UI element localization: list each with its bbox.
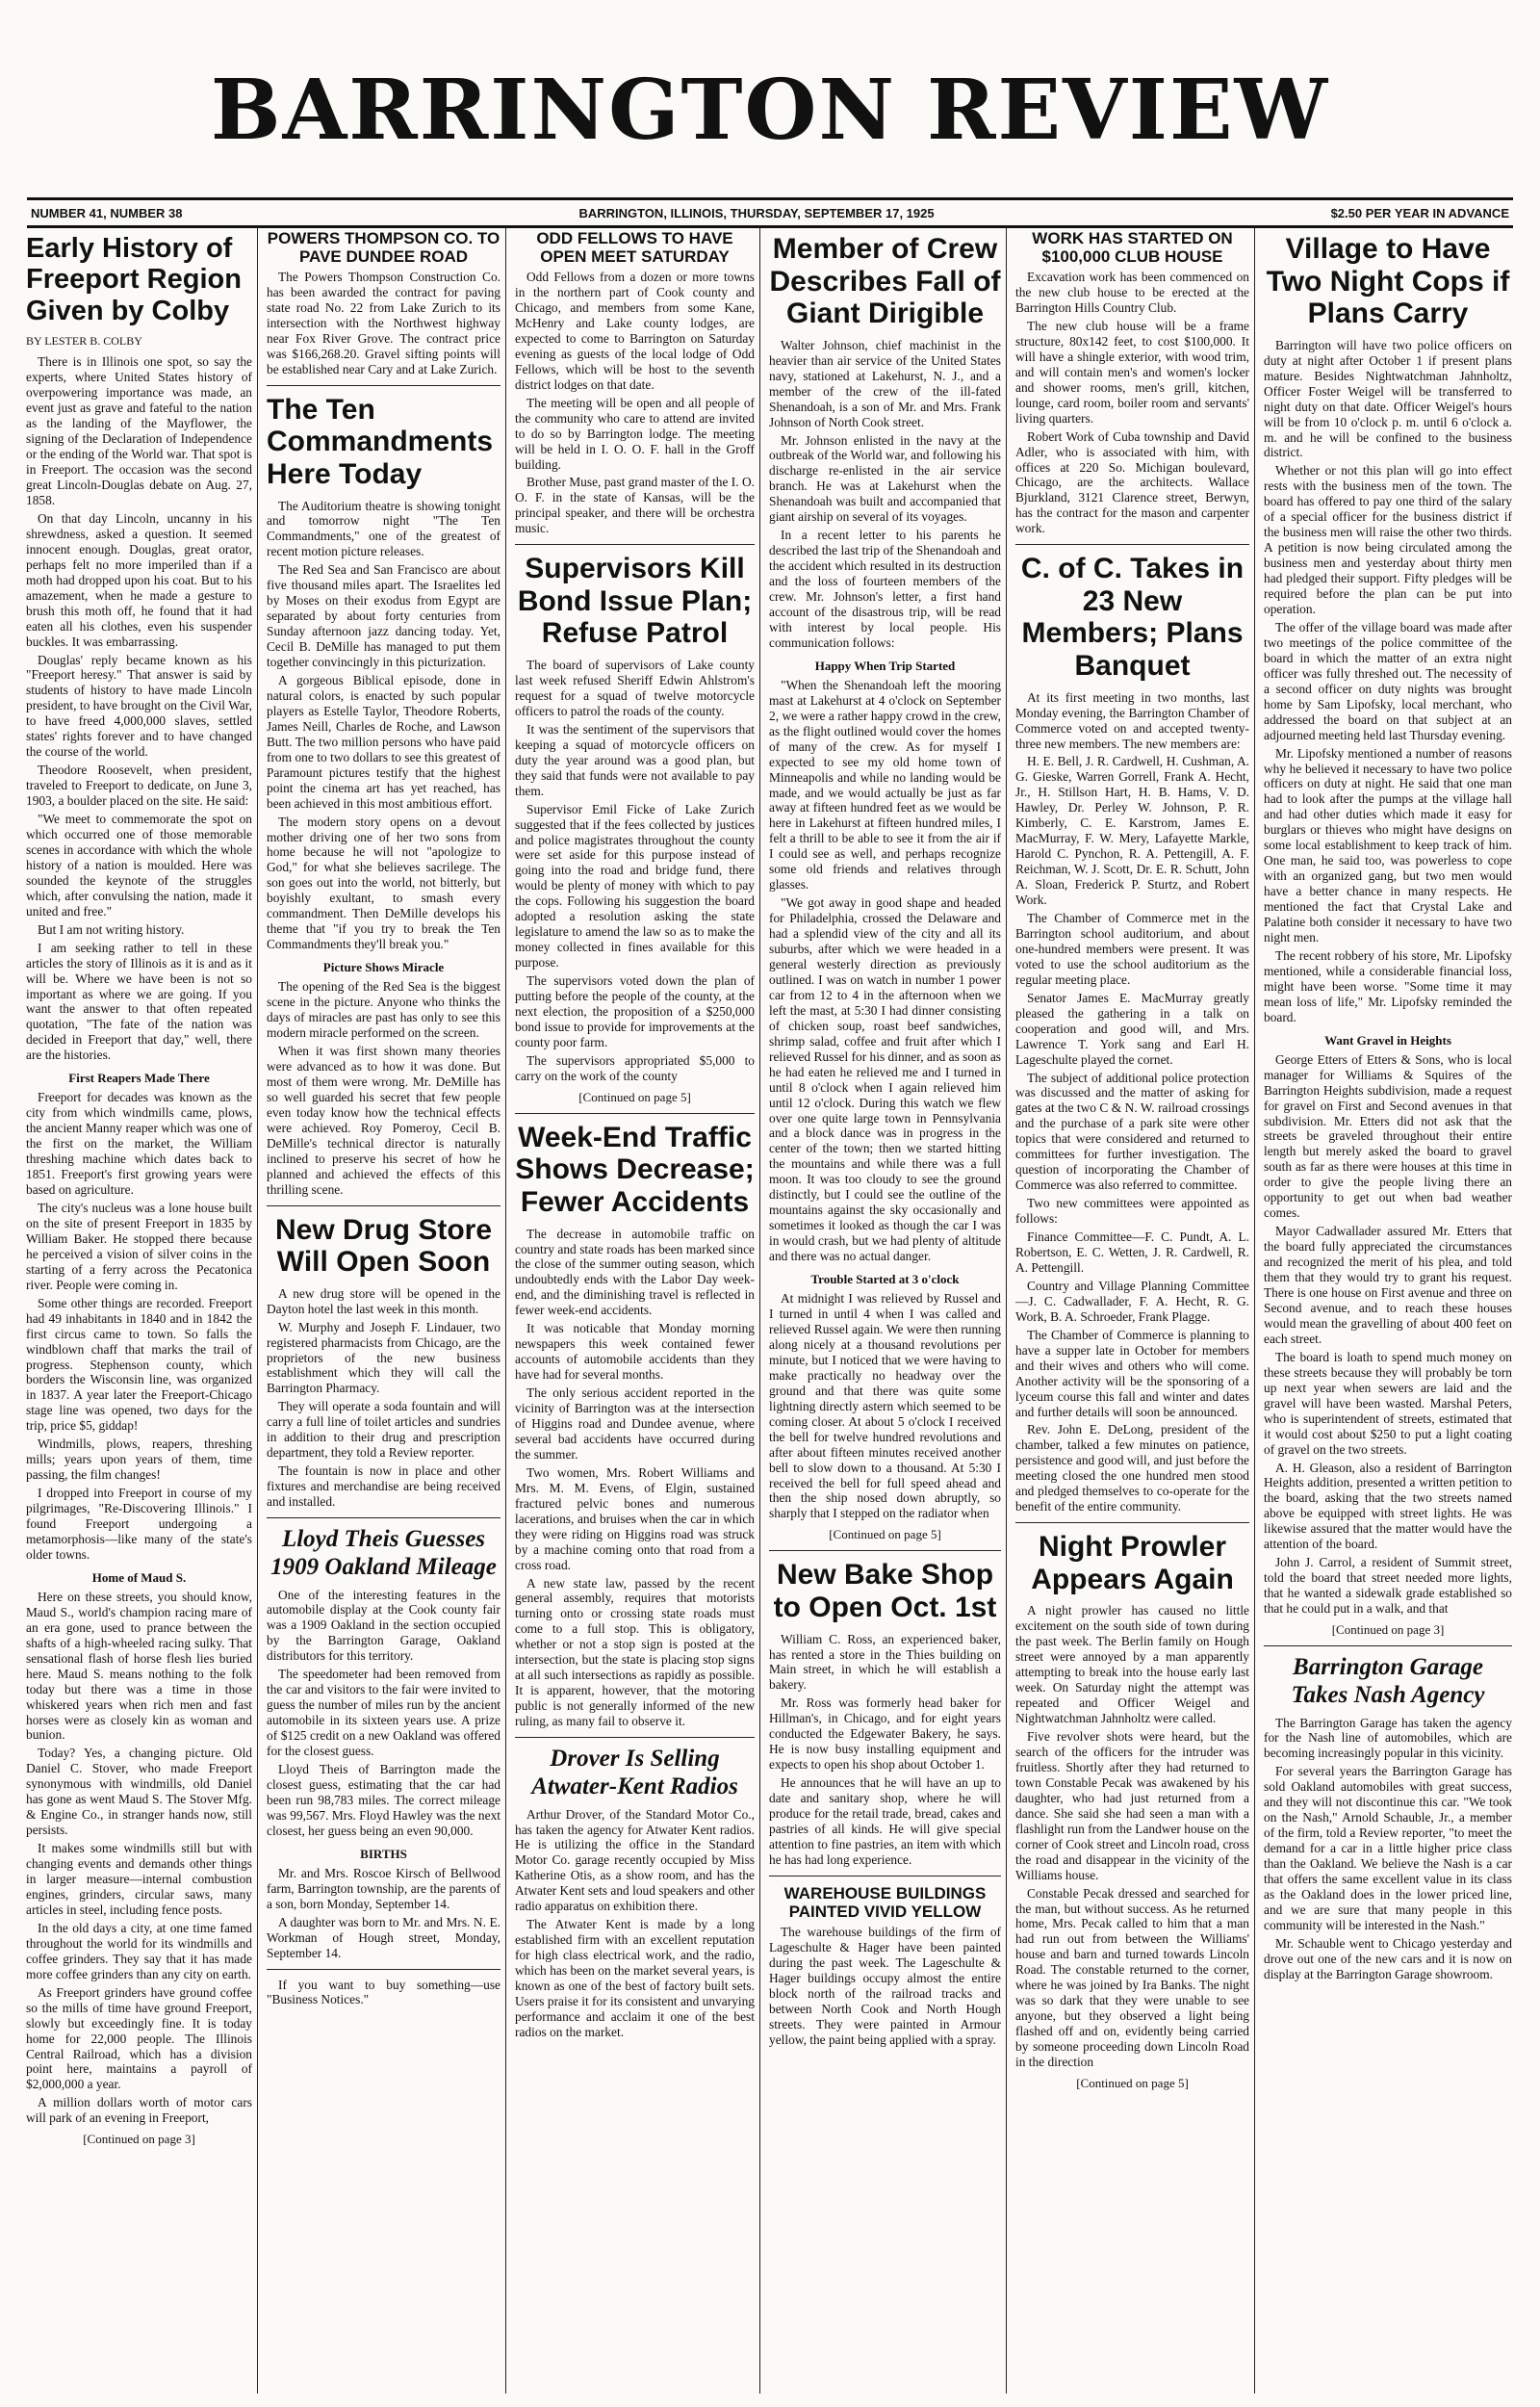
- paragraph: Douglas' reply became known as his "Freeport heresy." That answer is said by students of history to have made Lincoln president, to have brought on the Civil War, to have freed 4,000,000 slaves, settled states' rights forever and to have changed the course of the world.: [26, 652, 252, 760]
- paragraph: Walter Johnson, chief machinist in the heavier than air service of the United States navy, stationed at Lakehurst, N. J., and a member of the crew of the ill-fated Shenandoah, is a son of Mr. and Mrs. Frank Johnson of North Cook street.: [769, 337, 1001, 429]
- paragraph: The board of supervisors of Lake county last week refused Sheriff Edwin Ahlstrom's request for a squad of twelve motorcycle officers to patrol the roads of the county.: [515, 658, 755, 718]
- paragraph: At midnight I was relieved by Russel and I turned in until 4 when I was called and relieved Russel again. We were then running along nicely at a thousand revolutions per minute, but I noticed that we were having to make practically no headway over the ground and that there was quite some lightning directly astern which seemed to be coming closer. At about 5 o'clock I received the bell for twelve hundred revolutions and after about fifteen minutes received another bell to slow down to a thousand. At 5:30 I received the bell for full speed ahead and then the ship nosed down abruptly, so sharply that I stepped on the radiator when: [769, 1291, 1001, 1521]
- headline-dirigible: Member of Crew Describes Fall of Giant Dirigible: [769, 233, 1001, 330]
- paragraph: Excavation work has been commenced on the new club house to be erected at the Barrington Hills Country Club.: [1015, 270, 1249, 315]
- paragraph: Five revolver shots were heard, but the search of the officers for the intruder was fruitless. Shortly after they had returned to town Constable Pecak was awakened by his daughter, who had just returned from a dance. She said she had seen a man with a flashlight run from the Landwer house on the corner of Cook street and Lincoln road, cross the road and disappear in the vicinity of the Williams house.: [1015, 1729, 1249, 1882]
- divider: [515, 1113, 755, 1114]
- paragraph: Odd Fellows from a dozen or more towns in the northern part of Cook county and Chicago, and members from some Kane, McHenry and Lake county lodges, are expected to come to Barrington on Saturday evening as guests of the local lodge of Odd Fellows, which will be host to the seventh district lodges on that date.: [515, 270, 755, 392]
- paragraph: If you want to buy something—use "Business Notices.": [267, 1977, 500, 2007]
- paragraph: The meeting will be open and all people of the community who care to attend are invited to do so by Barrington lodge. The meeting will be held in I. O. O. F. hall in the Groff building.: [515, 395, 755, 472]
- issue-number: NUMBER 41, NUMBER 38: [31, 205, 183, 220]
- paragraph: As Freeport grinders have ground coffee so the mills of time have ground Freeport, slowly but exceedingly fine. It is today home for 22,000 people. The Illinois Central Railroad, which has a division point here, maintains a payroll of $2,000,000 a year.: [26, 1984, 252, 2092]
- continued-note: [Continued on page 3]: [1331, 1622, 1445, 1638]
- column-rule: [257, 227, 258, 2394]
- divider: [267, 385, 500, 386]
- paragraph: In a recent letter to his parents he described the last trip of the Shenandoah and the accident which resulted in its destruction and the loss of fourteen members of the crew. Mr. Johnson's letter, a first hand account of the disastrous trip, will be read with interest by local people. His communication follows:: [769, 528, 1001, 650]
- paragraph: The Chamber of Commerce is planning to have a supper late in October for members and their wives and others who will come. Another activity will be the sponsoring of a lyceum course this fall and winter and dates and further details will soon be announced.: [1015, 1327, 1249, 1419]
- paragraph: Mr. Ross was formerly head baker for Hillman's, in Chicago, and for eight years conducted the Edgewater Bakery, he says. He is now busy installing equipment and expects to open his shop about October 1.: [769, 1695, 1001, 1773]
- column-rule: [505, 227, 506, 2394]
- paragraph: The opening of the Red Sea is the biggest scene in the picture. Anyone who thinks the days of miracles are past has only to see this modern miracle performed on the screen.: [267, 979, 500, 1041]
- continued-note: [Continued on page 3]: [83, 2132, 195, 2147]
- paragraph: William C. Ross, an experienced baker, has rented a store in the Thies building on Main street, in which he will establish a bakery.: [769, 1631, 1001, 1693]
- paragraph: The new club house will be a frame structure, 80x142 feet, to cost $100,000. It will have a shingle exterior, with wood trim, and will contain men's and women's locker and shower rooms, men's grill, kitchen, lounge, card room, boiler room and servants' living quarters.: [1015, 318, 1249, 426]
- paragraph: The decrease in automobile traffic on country and state roads has been marked since the close of the summer outing season, which undoubtedly ends with the Labor Day week-end, and the diminishing travel is reflected in fewer week-end accidents.: [515, 1226, 755, 1318]
- paragraph: Here on these streets, you should know, Maud S., world's champion racing mare of an era gone, used to prance between the shafts of a high-wheeled racing sulky. That sensational flash of horse flesh lies buried here. Maud S. means nothing to the folk today but there was a time in those whiskered years when rich men and fast horses were as closely kin as woman and bunion.: [26, 1589, 252, 1743]
- subscription-price: $2.50 PER YEAR IN ADVANCE: [1330, 205, 1509, 220]
- paragraph: The modern story opens on a devout mother driving one of her two sons from home because he will not "apologize to God," for what she believes sacrilege. The son goes out into the world, not bitterly, but boyishly exultant, to smash every commandment. Then DeMille develops his theme that "if you try to break the Ten Commandments they'll break you.": [267, 814, 500, 952]
- headline-night-cops: Village to Have Two Night Cops if Plans Carry: [1266, 233, 1510, 330]
- headline-supervisors: Supervisors Kill Bond Issue Plan; Refuse Patrol: [517, 553, 753, 650]
- paragraph: The offer of the village board was made after two meetings of the police committee of the board in which the matter of an extra night officer was fully threshed out. The necessity of a second officer on duty nights was brought home by Sam Lipofsky, local merchant, who addressed the board on that subject at an adjourned meeting held last Thursday evening.: [1264, 619, 1512, 742]
- paragraph: The warehouse buildings of the firm of Lageschulte & Hager have been painted during the past week. The Lageschulte & Hager buildings occupy almost the entire block north of the railroad tracks and between North Cook and North Hough streets. They were painted in Armour yellow, the paint being applied with a spray.: [769, 1924, 1001, 2047]
- paragraph: The only serious accident reported in the vicinity of Barrington was at the intersection of Higgins road and Dundee avenue, where several bad accidents have occurred during the summer.: [515, 1385, 755, 1462]
- paragraph: But I am not writing history.: [38, 921, 185, 937]
- paragraph: On that day Lincoln, uncanny in his shrewdness, asked a question. It seemed innocent enough. Douglas, great orator, perhaps felt no more imperiled than if a moth had dropped upon his coat. But to his amazement, when he made a gesture to brush this moth off, he found that it had eaten all his clothes, even his suspender buckles. It was embarrassing.: [26, 510, 252, 649]
- byline: BY LESTER B. COLBY: [26, 334, 142, 349]
- paragraph: The Barrington Garage has taken the agency for the Nash line of automobiles, which are becoming increasingly popular in this vicinity.: [1264, 1715, 1512, 1761]
- continued-note: [Continued on page 5]: [578, 1089, 691, 1104]
- headline-atwater-kent: Drover Is Selling Atwater-Kent Radios: [531, 1746, 738, 1799]
- paragraph: Mr. Johnson enlisted in the navy at the outbreak of the World war, and following his discharge re-enlisted in the air service branch. He was at Lakehurst when the Shenandoah was built and accompanied that giant airship on several of its voyages.: [769, 432, 1001, 525]
- paragraph: The Atwater Kent is made by a long established firm with an excellent reputation for high class electrical work, and the radio, which has been on the market several years, is known as one of the best of factory built sets. Users praise it for its consistent and unvarying performance and acclaim it one of the best radios on the market.: [515, 1917, 755, 2039]
- place-date: BARRINGTON, ILLINOIS, THURSDAY, SEPTEMBER 17, 1925: [578, 205, 935, 220]
- divider: [515, 1737, 755, 1738]
- continued-note: [Continued on page 5]: [1076, 2075, 1189, 2090]
- paragraph: Mr. Lipofsky mentioned a number of reasons why he believed it necessary to have two police officers on duty at night. He said that one man had to look after the pumps at the village hall and had other duties which made it easy for burglars or thieves who might have designs on some local establishment to keep track of him. One man, he said too, was powerless to cope with an organized gang, but two men would have a better chance in many respects. He mentioned the fact that Crystal Lake and Palatine both consider it necessary to have two night men.: [1264, 745, 1512, 945]
- headline-bake-shop: New Bake Shop to Open Oct. 1st: [773, 1559, 997, 1623]
- paragraph: The city's nucleus was a lone house built on the site of present Freeport in 1835 by William Baker. He stopped there because he perceived a vision of silver coins in the starting of a ferry across the Pecatonica river. People were coming in.: [26, 1200, 252, 1292]
- paragraph: I dropped into Freeport in course of my pilgrimages, "Re-Discovering Illinois." I found Freeport undergoing a metamorphosis—like many of the state's older towns.: [26, 1486, 252, 1562]
- paragraph: At its first meeting in two months, last Monday evening, the Barrington Chamber of Commerce voted on and accepted twenty-three new members. The new members are:: [1015, 689, 1249, 751]
- paragraph: He announces that he will have an up to date and sanitary shop, where he will produce for the retail trade, bread, cakes and pastries of all kinds. He will give special attention to fine pastries, an item with which he has had long experience.: [769, 1775, 1001, 1867]
- paragraph: Mayor Cadwallader assured Mr. Etters that the board fully appreciated the circumstances and recognized the merit of his plea, and told them that they would try to grant his request. There is one house on First avenue and three on Second avenue, and to reach these houses would mean the gravelling of about 400 feet on each street.: [1264, 1224, 1512, 1346]
- paragraph: "We got away in good shape and headed for Philadelphia, crossed the Delaware and had a splendid view of the city and all its suburbs, after which we were headed in a general westerly direction as previously outlined. I was on watch in number 1 power car from 12 to 4 in the afternoon when we left the mast, at 5:30 I had dinner consisting of chicken soup, roast beef sandwiches, shrimp salad, coffee and fruit after which I relieved Russel for his dinner, and as soon as he had eaten he relieved me and I turned in until 8 o'clock when I again relieved him until 12 o'clock. During this watch we flew over one quite large town in Pennsylvania and a block dance was in progress in the center of the town; then we started hitting the mountains and while there was a full moon. It was too cloudy to see the ground distinctly, but I could see the outline of the mountains against the sky occasionally and sometimes it looked as though the car I was in would crash, but we had plenty of altitude and there was no actual danger.: [769, 895, 1001, 1264]
- paragraph: John J. Carrol, a resident of Summit street, told the board that street needed more lights, that he wanted a sidewalk grade established so that he could put in a walk, and that: [1264, 1555, 1512, 1617]
- headline-odd-fellows: ODD FELLOWS TO HAVE OPEN MEET SATURDAY: [536, 229, 733, 267]
- paragraph: The supervisors voted down the plan of putting before the people of the county, at the next election, the proposition of a $250,000 bond issue to provide for improvements at the county poor farm.: [515, 973, 755, 1049]
- paragraph: Windmills, plows, reapers, threshing mills; years upon years of them, time passing, the film changes!: [26, 1436, 252, 1483]
- column-2: [262, 227, 505, 2394]
- paragraph: Two women, Mrs. Robert Williams and Mrs. M. M. Evens, of Elgin, sustained fractured pelvic bones and numerous lacerations, and bruises when the car in which they were riding on Higgins road was struck by a machine coming onto that road from a cross road.: [515, 1464, 755, 1572]
- divider: [267, 1969, 500, 1970]
- paragraph: Mr. and Mrs. Roscoe Kirsch of Bellwood farm, Barrington township, are the parents of a son, born Monday, September 14.: [267, 1865, 500, 1911]
- divider: [1015, 1522, 1249, 1523]
- paragraph: In the old days a city, at one time famed throughout the world for its windmills and coffee grinders. They say that it has made more coffee grinders than any city on earth.: [26, 1920, 252, 1981]
- headline-drug-store: New Drug Store Will Open Soon: [274, 1213, 493, 1279]
- paragraph: The recent robbery of his store, Mr. Lipofsky mentioned, while a considerable financial loss, might have been worse. "Some time it may mean loss of life," Mr. Lipofsky reminded the board.: [1264, 947, 1512, 1024]
- paragraph: "When the Shenandoah left the mooring mast at Lakehurst at 4 o'clock on September 2, we were a rather happy crowd in the crew, as the flight outlined would cover the homes of many of the crew. As for myself I expected to see my old home town of Minneapolis and while no landing would be made, and we would actually be just as far away at fifteen hundred feet as we would be here in Lakehurst at fifteen hundred miles, I felt a thrill to be able to see it from the air if I could see as well, and perhaps recognize some old friends and relatives through glasses.: [769, 677, 1001, 893]
- paragraph: Senator James E. MacMurray greatly pleased the gathering in a talk on cooperation and good will, and Mrs. Lawrence T. York sang and Earl H. Lageschulte played the cornet.: [1015, 990, 1249, 1067]
- headline-warehouse: WAREHOUSE BUILDINGS PAINTED VIVID YELLOW: [783, 1883, 987, 1921]
- headline-week-end-traffic: Week-End Traffic Shows Decrease; Fewer Accidents: [515, 1121, 755, 1218]
- column-5: [1011, 227, 1254, 2394]
- subhead: Happy When Trip Started: [814, 658, 956, 673]
- headline-oakland-mileage: Lloyd Theis Guesses 1909 Oakland Mileage: [270, 1526, 497, 1580]
- column-1: [21, 227, 257, 2394]
- column-rule: [759, 227, 760, 2394]
- paragraph: George Etters of Etters & Sons, who is local manager for Williams & Squires of the Barrington Heights subdivision, made a request for gravel on First and Second avenues in that subdivision. Mr. Etters did not ask that the streets be graveled throughout their entire length but merely asked the board to gravel south as far as there were houses at this time in order to give the people living there an opportunity to get out when bad weather comes.: [1264, 1051, 1512, 1221]
- paragraph: The board is loath to spend much money on these streets because they will probably be torn up next year when sewers are laid and the gravel will have been wasted. Marshal Peters, who is superintendent of streets, estimated that it would cost about $250 to put a light coating of gravel on the two streets.: [1264, 1349, 1512, 1457]
- paragraph: Constable Pecak dressed and searched for the man, but without success. As he returned home, Mrs. Pecak called to him that a man had run out from between the Williams' house and barn and turned towards Lincoln Road. The constable returned to the corner, where he was joined by Ira Banks. The night was so dark that they were unable to see anyone, but they observed a light being flashed off and on, evidently being carried by someone proceeding down Lincoln Road in the direction: [1015, 1885, 1249, 2070]
- masthead: BARRINGTON REVIEW: [210, 62, 1330, 159]
- dateline: [27, 197, 1513, 228]
- paragraph: The Powers Thompson Construction Co. has been awarded the contract for paving state road No. 22 from Lake Zurich to its intersection with the Northwest highway near Fox River Grove. The contract price was $166,268.20. Gravel sifting points will be established near Cary and at Lake Zurich.: [267, 270, 500, 376]
- paragraph: I am seeking rather to tell in these articles the story of Illinois as it is and as it will be. Where we have been is not so important as where we are going. If you want the answer to that often repeated quotation, "The fate of the nation was decided in Freeport that day," well, there are the histories.: [26, 940, 252, 1063]
- births-heading: BIRTHS: [360, 1846, 407, 1861]
- subhead: Home of Maud S.: [91, 1569, 187, 1585]
- headline-nash-agency: Barrington Garage Takes Nash Agency: [1291, 1654, 1485, 1708]
- paragraph: H. E. Bell, J. R. Cardwell, H. Cushman, A. G. Gieske, Warren Gorrell, Frank A. Hecht, Jr., H. Stillson Hart, H. B. Hams, V. D. Hawley, Dr. Perley W. Johnson, P. R. Kimberly, C. E. Karstrom, James E. MacMurray, F. W. Mery, Lafayette Markle, Harold C. Pynchon, R. A. Pettengill, A. F. Reichman, W. J. Scott, Dr. E. R. Schutt, John A. Sloan, Frederick P. Sturtz, and Robert Work.: [1015, 754, 1249, 908]
- paragraph: They will operate a soda fountain and will carry a full line of toilet articles and sundries in addition to their drug and prescription department, they told a Review reporter.: [267, 1399, 500, 1461]
- paragraph: Whether or not this plan will go into effect rests with the business men of the town. The board has offered to pay one third of the salary of a special officer for the business district if the business men will raise the other two thirds. A petition is now being circulated among the business men and yesterday about thirty men had pledged their support. Fifty pledges will be required before the plan can be put into operation.: [1264, 463, 1512, 616]
- subhead: Picture Shows Miracle: [322, 960, 445, 975]
- paragraph: The Auditorium theatre is showing tonight and tomorrow night "The Ten Commandments," one of the greatest of recent motion picture releases.: [267, 498, 500, 559]
- paragraph: A new drug store will be opened in the Dayton hotel the last week in this month.: [267, 1285, 500, 1316]
- column-rule: [1006, 227, 1007, 2394]
- paragraph: It was the sentiment of the supervisors that keeping a squad of motorcycle officers on duty the year around was a good plan, but they said that funds were not available to pay them.: [515, 721, 755, 798]
- headline-club-house: WORK HAS STARTED ON $100,000 CLUB HOUSE: [1032, 229, 1233, 267]
- headline-freeport: Early History of Freeport Region Given by Colby: [26, 233, 242, 326]
- paragraph: For several years the Barrington Garage has sold Oakland automobiles with great success, and they will not discontinue this car. "We took on the Nash," Arnold Schauble, Jr., a member of the firm, told a Review reporter, "to meet the demand for a car in a little higher price class than the Oakland. We believe the Nash is a car that offers the same excellent value in its class as the Oakland does in the lower priced line, and we are sure that many people in this community will be interested in the Nash.": [1264, 1764, 1512, 1932]
- paragraph: Supervisor Emil Ficke of Lake Zurich suggested that if the fees collected by justices and police magistrates throughout the county were set aside for this purpose instead of going into the road and bridge fund, there would be plenty of money with which to pay the cops. Following his suggestion the board adopted a resolution asking the state legislature to amend the law so as to make the money collected in fines available for this purpose.: [515, 801, 755, 971]
- headline-night-prowler: Night Prowler Appears Again: [1031, 1531, 1234, 1595]
- paragraph: Lloyd Theis of Barrington made the closest guess, estimating that the car had been run 98,783 miles. The correct mileage was 99,567. Mrs. Floyd Hawley was the next closest, her guess being an even 90,000.: [267, 1762, 500, 1838]
- paragraph: Today? Yes, a changing picture. Old Daniel C. Stover, who made Freeport synonymous with windmills, old Daniel has gone as went Maud S. The Stover Mfg. & Engine Co., in stranger hands now, still persists.: [26, 1746, 252, 1838]
- paragraph: When it was first shown many theories were advanced as to how it was done. But most of them were wrong. Mr. DeMille has so well guarded his secret that few people even today know how the technical effects were achieved. Roy Pomeroy, Cecil B. DeMille's technical director is naturally inclined to preserve his secret of how he planned and achieved the effects of this thrilling scene.: [267, 1043, 500, 1197]
- paragraph: The fountain is now in place and other fixtures and merchandise are being received and installed.: [267, 1463, 500, 1510]
- headline-powers-thompson: POWERS THOMPSON CO. TO PAVE DUNDEE ROAD: [267, 229, 500, 267]
- paragraph: Arthur Drover, of the Standard Motor Co., has taken the agency for Atwater Kent radios. He is utilizing the office in the Standard Motor Co. garage recently occupied by Miss Katherine Otis, as a show room, and has the Atwater Kent sets and loud speakers and other radio apparatus on exhibition there.: [515, 1806, 755, 1914]
- paragraph: The subject of additional police protection was discussed and the matter of asking for gates at the two C & N. W. railroad crossings and the purchase of a park site were other topics that were considered and returned to committees for further investigation. The question of incorporating the Chamber of Commerce was also referred to committee.: [1015, 1070, 1249, 1193]
- paragraph: Two new committees were appointed as follows:: [1015, 1196, 1249, 1227]
- divider: [515, 544, 755, 545]
- divider: [1015, 544, 1249, 545]
- divider: [1264, 1645, 1512, 1646]
- paragraph: Rev. John E. DeLong, president of the chamber, talked a few minutes on patience, persistence and good will, and just before the meeting closed the one hundred men stood and pledged themselves to co-operate for the benefit of the entire community.: [1015, 1422, 1249, 1514]
- headline-chamber-of-commerce: C. of C. Takes in 23 New Members; Plans Banquet: [1020, 553, 1245, 683]
- paragraph: The speedometer had been removed from the car and visitors to the fair were invited to guess the number of miles run by the ancient automobile in its sixteen years use. A prize of $125 credit on a new Oakland was offered for the closest guess.: [267, 1667, 500, 1759]
- paragraph: It was noticable that Monday morning newspapers this week contained fewer accounts of automobile accidents than they have had for several months.: [515, 1321, 755, 1383]
- divider: [769, 1550, 1001, 1551]
- paragraph: A million dollars worth of motor cars will park of an evening in Freeport,: [26, 2095, 252, 2126]
- column-rule: [1254, 227, 1255, 2394]
- paragraph: A night prowler has caused no little excitement on the south side of town during the past week. The Berlin family on Hough street were annoyed by a man apparently attempting to break into the house early last week. On Saturday night the attempt was repeated and Officer Weigel and Nightwatchman Jahnholtz were called.: [1015, 1603, 1249, 1726]
- divider: [267, 1517, 500, 1518]
- paragraph: Theodore Roosevelt, when president, traveled to Freeport to dedicate, on June 3, 1903, a boulder placed on the site. He said:: [26, 763, 252, 809]
- paragraph: Finance Committee—F. C. Pundt, A. L. Robertson, E. C. Wetten, J. R. Cardwell, R. A. Pettengill.: [1015, 1229, 1249, 1275]
- paragraph: A new state law, passed by the recent general assembly, requires that motorists turning onto or crossing state roads must come to a full stop. This is obligatory, whether or not a stop sign is posted at the intersection, but the state is placing stop signs at all such intersections as rapidly as possible. It is apparent, however, that the motoring public is not generally informed of the new ruling, as many fail to observe it.: [515, 1575, 755, 1729]
- paragraph: There is in Illinois one spot, so say the experts, where United States history of overpowering importance was made, an event just as grave and fateful to the nation as the landing of the Mayflower, the signing of the Declaration of Independence or the ending of the World war. That spot is in Freeport. The occasion was the second great Lincoln-Douglas debate on Aug. 27, 1858.: [26, 354, 252, 507]
- paragraph: Some other things are recorded. Freeport had 49 inhabitants in 1840 and in 1842 the first circus came to town. So falls the windblown chaff that marks the trail of progress. Stephenson county, which borders the Wisconsin line, was organized in 1837. A year later the Freeport-Chicago stage line was opened, two days for the trip, price $5, giddap!: [26, 1295, 252, 1434]
- paragraph: Mr. Schauble went to Chicago yesterday and drove out one of the new cars and it is now on display at the Barrington Garage showroom.: [1264, 1935, 1512, 1981]
- paragraph: Freeport for decades was known as the city from which windmills came, plows, the ancient Manny reaper which was one of the first on the market, the William threshing machine which dates back to 1851. Freeport's first growing years were based on agriculture.: [26, 1090, 252, 1198]
- headline-ten-commandments: The Ten Commandments Here Today: [267, 393, 494, 490]
- subhead: First Reapers Made There: [68, 1071, 210, 1086]
- paragraph: A gorgeous Biblical episode, done in natural colors, is enacted by such popular players as Estelle Taylor, Theodore Roberts, James Neill, Charles de Roche, and Lawson Butt. The two million persons who have paid from one to two dollars to see this greatest of Paramount pictures testify that the highest point the cinema art has yet reached, has been achieved in this most ambitious effort.: [267, 673, 500, 811]
- paragraph: W. Murphy and Joseph F. Lindauer, two registered pharmacists from Chicago, are the proprietors of the new business establishment which they will call the Barrington Pharmacy.: [267, 1319, 500, 1396]
- paragraph: One of the interesting features in the automobile display at the Cook county fair was a 1909 Oakland in the section occupied by the Barrington Garage, Oakland distributors for this territory.: [267, 1587, 500, 1664]
- paragraph: "We meet to commemorate the spot on which occurred one of those memorable scenes in accordance with which the whole history of a nation is moulded. Here was sounded the keynote of the struggles which, after convulsing the nation, made it united and free.": [26, 812, 252, 919]
- paragraph: Barrington will have two police officers on duty at night after October 1 if present plans mature. Besides Nightwatchman Jahnholtz, Officer Foster Weigel will be transferred to night duty on that date. Officer Weigel's hours will be from 10 o'clock p. m. until 6 o'clock a. m. and he will be confined to the business district.: [1264, 337, 1512, 460]
- column-6: [1259, 227, 1517, 2394]
- column-3: [510, 227, 759, 2394]
- paragraph: Brother Muse, past grand master of the I. O. O. F. in the state of Kansas, will be the principal speaker, and there will be orchestra music.: [515, 475, 755, 536]
- column-4: [764, 227, 1006, 2394]
- divider: [267, 1205, 500, 1206]
- subhead: Trouble Started at 3 o'clock: [810, 1272, 960, 1287]
- continued-note: [Continued on page 5]: [829, 1527, 941, 1542]
- paragraph: The Red Sea and San Francisco are about five thousand miles apart. The Israelites led by Moses on their exodus from Egypt are separated by about forty centuries from Sunday afternoon jazz dancing today. Yet, Cecil B. DeMille has managed to put them together convincingly in this picturization.: [267, 562, 500, 670]
- subhead: Want Gravel in Heights: [1324, 1032, 1451, 1048]
- paragraph: Country and Village Planning Committee—J. C. Cadwallader, F. A. Hecht, R. G. Work, B. A. Schroeder, Frank Plagge.: [1015, 1278, 1249, 1324]
- paragraph: The Chamber of Commerce met in the Barrington school auditorium, and about one-hundred members were present. It was voted to use the school auditorium as the regular meeting place.: [1015, 910, 1249, 987]
- paragraph: It makes some windmills still but with changing events and demands other things in larger measure—internal combustion engines, grinders, circular saws, many articles in steel, including fence posts.: [26, 1841, 252, 1917]
- paragraph: A daughter was born to Mr. and Mrs. N. E. Workman of Hough street, Monday, September 14.: [267, 1914, 500, 1960]
- paragraph: Robert Work of Cuba township and David Adler, who is associated with him, with offices at 220 So. Michigan boulevard, Chicago, are the architects. Wallace Bjurkland, 3121 Clarence street, Berwyn, has the contract for the mason and carpenter work.: [1015, 428, 1249, 536]
- paragraph: The supervisors appropriated $5,000 to carry on the work of the county: [515, 1052, 755, 1083]
- paragraph: A. H. Gleason, also a resident of Barrington Heights addition, presented a written petition to the board, asking that the two streets named above be equipped with street lights. He was likewise assured that the matter would have the attention of the board.: [1264, 1460, 1512, 1552]
